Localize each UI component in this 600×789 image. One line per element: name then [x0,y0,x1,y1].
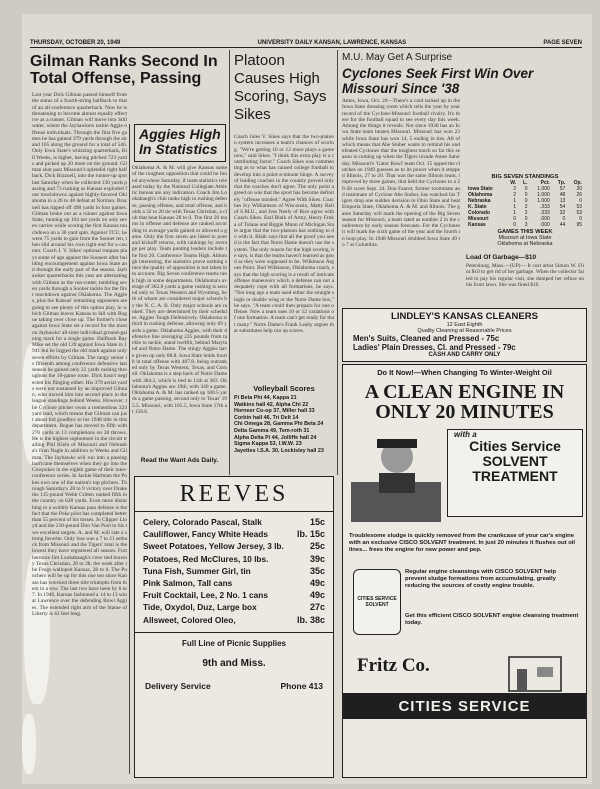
dealer-name: Fritz Co. [357,655,430,676]
reeves-item-price: 27c [309,602,325,613]
reeves-item-name: Tuna Fish, Summer Girl, tin [143,565,251,576]
standings-row [466,222,584,228]
reeves-item-price: 49c [309,578,325,589]
standings-cell: 53 [576,204,582,210]
mechanic-illustration [349,427,449,527]
solvent-can [353,569,401,635]
games-title: GAMES THIS WEEK [497,229,553,235]
standings-cell: .333 [540,210,550,216]
mu-sidehead: M.U. May Get A Surprise [342,52,453,63]
badge-with: with a [454,430,477,439]
cities-banner-text: CITIES SERVICE [398,697,531,715]
volleyball-result: Sigma Kappa 53, I.W.W. 23 [234,441,302,448]
reeves-item-price: 49c [309,590,325,601]
game-item: Missouri at Iowa State [498,235,552,241]
reeves-ad [134,476,334,778]
lindleys-name: LINDLEY'S KANSAS CLEANERS [391,311,538,322]
reeves-item-name: Tide, Oxydol, Duz, Large box [143,602,257,613]
reeves-item [143,614,325,626]
mechanic-cap [377,439,417,448]
standings-cell: 1.000 [537,192,550,198]
volleyball-result: Horneer Co-op 37, Miller hall 33 [234,408,315,415]
standings-column-header: Tp. [557,180,566,186]
standings-cell: 2 [524,204,528,210]
volleyball-result: Alpha Delta Pi 44, Jolliffe hall 24 [234,434,317,441]
cities-service-ad [342,364,587,778]
reeves-delivery: Delivery Service [145,680,211,691]
reeves-item [143,540,325,552]
reeves-picnic-line: Full Line of Picnic Supplies [135,632,333,648]
standings-cell: 2 [513,192,517,198]
gilman-headline: Gilman Ranks Second In Total Offense, Passing [30,53,218,87]
standings-cell: 0 [513,222,517,228]
standings-cell: .000 [540,216,550,222]
reeves-item-price: 39c [309,553,325,564]
volleyball-result: Corbin hall 46, Tri Delt 14 [234,414,299,421]
games-list [466,235,584,247]
aggies-article-body: Oklahoma A. & M. will give Kansas some of the roughest opposition that could be found anywhere Saturday, if team statistics released today by the National Collegiate Athletic bureau are any indication. Coach Jim Lookabaugh's club ranks high in rushing defense, passing offense, and total offense, and holds a 32 to 20 tie with Texas Christian, a club that beat Kansas 28 to 0. The first 20 teams in offense and defense are ranked according to average yards gained or allowed a game. Only the first seven are listed in punt and kickoff returns, with rankings by average per play. Team punting leaders include the first 20. Conference Teams High. Although interesting, the statistics prove nothing since the quality of opposition is not taken into account. Big Seven conference teams rank high in some departments. Oklahoma's average of 362.8 yards a game rushing is second only to Texas Western and Wyoming, both of whom are considered major schools by the N. C. A. B. Only major schools are ranked. They are determined by their schedules. Aggies Tough Defensively. Oklahoma is third in rushing defense, allowing only 69 yards a game. Oklahoma Aggies, with their defensive line averaging 225 pounds from tackle to tackle, stand twelfth, behind Maryland and Notre Dame. The stingy Aggies have given up only 88.8. Iowa State holds fourth in total offense with 407.8, being outranked only by Texas Western, Texas, and Cornell. Oklahoma is a step back of Notre Dame with 384.2, which is tied in 11th at 383. Oklahoma's Aggies are 19th, with 340 a game. Oklahoma A. & M. has ranked up 180.5 yards a game passing, second only to Texas' 195.5. Missouri, with 165.5, Iowa State 17th at 158.6. [132,165,227,415]
garbage-headline: Load Of Garbage—$10 [466,254,537,261]
reeves-item [143,528,325,540]
reeves-item [143,577,325,589]
lindleys-cash-note: CASH AND CARRY ONLY [428,352,501,358]
standings-table [466,180,584,228]
standings-cell: 0 [579,216,582,222]
standings-cell: 26 [576,192,582,198]
lindleys-tagline: Quality Cleaning at Reasonable Prices [417,328,512,334]
reeves-name: REEVES [135,481,333,512]
standings-column-header: Pct. [540,180,550,186]
standings-cell: 1.000 [537,186,550,192]
standings-column-header: Op. [573,180,582,186]
reeves-footer [135,669,333,691]
standings-cell: 53 [576,210,582,216]
reeves-item-price: lb. 38c [296,614,325,625]
standings-cell: 20 [576,186,582,192]
standings-cell: K. State [468,204,487,210]
standings-cell: .000 [540,222,550,228]
running-head-date: THURSDAY, OCTOBER 20, 1949 [30,40,121,46]
standings-cell: 1 [513,198,517,204]
standings-cell: 32 [559,210,566,216]
column-rule [337,50,338,475]
garbage-article-body: Petersburg, Mass.—(UP)— It cost artist Simon W. Flint $10 to get rid of her garbage. When the collector failed to pay his regular visit, she dumped her refuse on his front lawn. She was fined $10. [466,263,584,288]
standings-cell: 1 [513,204,517,210]
standings-cell: Nebraska [468,198,491,204]
reeves-item-price: 15c [309,517,325,527]
cyclones-article-body: Ames, Iowa, Oct. 20—There's a card tacked up in the Iowa State dressing room which tells the year by year record of the Cyclone-Missouri football rivalry. It's there for the football squad to see every day this week. Among the things it reveals: Not since 1938 has an Iowa State team beaten Missouri. Missouri has won 23 while Iowa State has won 14, 5 ending in ties. All of which means that Abe Stuber wants to remind his undefeated Cyclones that the toughest touch so far this season is coming up when the Tigers invade Ames Saturday. Missouri's 'Gator Bowl' team Oct. 15 upped the clutches on 1949 guesses as to its power when it stopped Illinois, 27 to 20. That was the same Illinois team, improved by three games, that held the Cyclones to a 20-20 score Sept. 24. Don Faurot, former roommate and teammate of Cyclone Abe Stuber, has watched his Tigers drop one sudden decision to Ohio State and beat Emporia State, Oklahoma A. & M. and Illinois. The game Saturday will mark the opening of the Big Seven season for Missouri, a team rated as number 2 in the conference by early season forecasts. For the Cyclones it will mark the sixth game of the year and the fourth in loop play. In 1948 Missouri drubbed Iowa State 49 to 7 at Columbia. [342,98,460,248]
aggies-headline-box [134,124,226,162]
reeves-item [143,516,325,528]
reeves-price-list [135,512,333,626]
big-seven-title: BIG SEVEN STANDINGS [491,174,559,180]
want-ads-note: Read the Want Ads Daily. [140,457,219,464]
cities-kicker: Do It Now!—When Changing To Winter-Weight Oil [377,368,552,377]
reeves-item-price: lb. 15c [296,529,325,540]
game-item: Oklahoma at Nebraska [497,241,553,247]
standings-cell: 95 [576,222,582,228]
standings-cell: 54 [559,204,566,210]
volleyball-result: Chi Omega 28, Gamma Phi Beta 24 [234,421,324,428]
standings-cell: Colorado [468,210,490,216]
reeves-item-price: 25c [309,541,325,552]
running-head [30,34,582,48]
reeves-item [143,565,325,577]
lindleys-address: 12 East Eighth [446,322,483,328]
reeves-item-name: Pink Salmon, Tall cans [143,578,233,589]
newspaper-page [22,14,592,784]
cities-para-2: Regular engine cleansings with CISCO SOLVENT help prevent sludge formations from accumulating, greatly reducing the sources of costly engine trouble. [405,569,557,589]
station-window [537,667,553,677]
standings-cell: 13 [559,198,566,204]
standings-cell: Oklahoma [468,192,493,198]
column-rule [229,50,230,475]
standings-cell: 0 [579,198,582,204]
reeves-item-name: Sweet Potatoes, Yellow Jersey, 3 lb. [143,541,284,552]
lindleys-suits-price: Men's Suits, Cleaned and Pressed - 75c [353,334,500,343]
lindleys-ad [342,308,587,362]
cities-para-3: Get this efficient CISCO SOLVENT engine cleansing treatment today. [405,613,579,626]
standings-cell: 1.000 [537,198,550,204]
platoon-article-body: Coach Jules V. Sikes says that the two-platoon system increases a team's chances of scoring. "We're getting 10 or 12 more plays a game now," said Sikes. "I think this extra play is a contributing factor." Coach Sikes was commenting as to what has caused college football to develop into a point-a-minute binge. A survey of leading coaches in the country proved only that the coaches don't agree. The only point agreed on was that the sport has become definitely "offense minded." Agree With Sikes. Coaches Ivy Williamson of Wisconsin, Matty Bell of S.M.U., and Jess Neely of Rice agree with Coach Sikes. Earl Blaik of Army, Henry Frnka of Tulane and Biggie Munn of Michigan State argue that the two-platoon has nothing to do with it. Blaik says that all the proof you need is the fact that Notre Dame doesn't use the system. The only reason for the high scoring, he says, is that the teams haven't learned as good as they were supposed to be. Wilkinson Argues Point. Bud Wilkinson, Oklahoma coach, says that the high scoring is a result of intricate offense maneuvers which a defense can not adequately cope with all formations, he says. "Not long ago a team used either the straight single or double wing or the Notre Dame box," he says. "A team could then prepare for one offense. Now a team uses 10 or 12 variations of one formation. A team can't get ready for that many." Notre Dame's Frank Leahy argues that substitutes help run up scores. [234,134,334,334]
reeves-item [143,601,325,613]
standings-cell: 3 [524,222,528,228]
reeves-address: 9th and Miss. [202,657,266,669]
volleyball-results [234,395,334,454]
standings-cell: 0 [524,192,528,198]
reeves-item-price: 35c [309,565,325,576]
standings-cell: 44 [559,222,566,228]
cities-headline: A CLEAN ENGINE IN ONLY 20 MINUTES [364,380,565,423]
reeves-item-name: Celery, Colorado Pascal, Stalk [143,517,262,527]
volleyball-result: Watkins hall 42, Alpha Chi 22 [234,401,309,408]
reeves-item-name: Cauliflower, Fancy White Heads [143,529,268,540]
lindleys-dresses-price: Ladies' Plain Dresses, Cl. and Pressed - 79c [353,343,516,352]
cities-para-1: Troublesome sludge is quickly removed from the crankcase of your car's engine with an exclusive CISCO SOLVENT treatment. In just 20 minutes it flushes out oil lines... frees the engine for new power and pep. [349,533,576,553]
volleyball-result: Jayettes I.S.A. 30, Lockisley hall 23 [234,447,324,454]
cyclones-headline: Cyclones Seek First Win Over Missouri Since '38 [342,66,534,96]
can-label: CITIES SERVICE SOLVENT [357,596,397,608]
reeves-item-name: Fruit Cocktail, Lee, 2 No. 1 cans [143,590,268,601]
standings-cell: 2 [524,210,528,216]
standings-cell: .333 [540,204,550,210]
gilman-article-body: Last year Dick Gilman passed himself from the status of a fourth-string halfback to that of an all-conference quarterback. Now he is threatening to become almost equally effective as a runner. Gilman will move into Stillwater, where the Jayhawkers tackle Aggie offense individuals. Through the first five games he has gained 379 yards through the air and 165 along the ground for a total of 546. Only Iowa State's whizzing quarterback, Bill Weeks, is higher, having pitched 723 yards and picked up 20 more on the ground. Gilman shot past Missouri's splendid right halfback, Dick Braznell, into the runner-up spot last Saturday when he collected 130 yards passing and 73 rushing as Kansas exploded four touchdowns against highly-favored Oklahoma in a 26 to 48 defeat at Norman. Braznell has ripped off 498 yards in four games. Gilman broke out as a runner against Iowa State, running up 104 net yards on only seven carries while scoring the first Kansas touchdown on a 36 yard spin. Against TCU, he went 75 yards to gain from the Sooner ten, then slid around his own right end for a counter. Coach J. V. Sikes' optional runpass plays some of age against the Sooners after building encouragement against Iowa State and through the early part of the season. Jayhawker quarterbacks this year are alternating with Gilman as the run-cutter, tumbling seven yards through a Sooner tackle for the first touchdown against Oklahoma. The Aggies, plus the Kansas' remaining opponents are going to see plenty of this option play, in which Gilman leaves Kansas to fall with Bogue taking over close up. The former's close against Iowa State set a record for the most on Jayhawks' all-time individual ground-gaining mark for a single game. Halfback Ray Mike set the old 139 against Iowa State in 1941 but he logged the old mark against only seven efforts by Gilman. The rangy senior is fifteenth among conference defensive last season he gained only 22 yards rushing throughout the 10-game route. Dick hasn't neglected his flinging either. His 379 aerial yards were not sustained by an improved Gilman, who moved him into second place in the league standings behind Weeks. However, the Cyclone pitcher owns a tremendous 324 yard lead, which means that Gilman can just about bid goodbye to his 1948 title in this department. Bogue has moved to fifth with 270 yards in 13 completions on 38 throws. He is the highest sophomore in the circuit trailing Phil Klein of Missouri and Nebraska's Fran Nagle in addition to Weeks and Gilman. The Jayhawks will run into a passing hurricane themselves when they go into the Cowpokes in the eighth game of their inter-conference series. In Jackie Hartman the Pokes own one of the nation's top pitchers. Through Saturday's 28 to 9 victory over Drake the 115-pound Webb Critten ranked fifth in the country on 628 yards. Even more disturbing to a wobbly Kansas pass defense is the fact that the Poke pilot has completed better than 55 percent of his tosses. Jo Clipper Lloyd and the 210-pound Don Van Pool to his two excellent targets. A. and M. will rate a strong favorite. Only loss was a 7 to 21 setback from Missouri and the Tigers' total is the lowest they have registered all season. Furthermore Jim Lookabaugh's crew tied brawny Texas Christian, 28 to 28, the week after the Frogs walloped Kansas, 28 to 0. The Punchers will be up for this one too since Kansas has wrecked three title triumphs from them in a row. The last two have been by 6 to 7. In 1946, Kansas fashioned a 14 to 13 win at Lawrence over the defending Bowl Aggies. The extended right arm of the Statue of Liberty is 42 feet long. [32,92,127,617]
standings-cell: Missouri [468,216,489,222]
standings-cell: 48 [559,192,566,198]
cities-banner [343,693,586,719]
badge-treatment: Cities Service SOLVENT TREATMENT [469,438,561,484]
column-rule [129,124,130,774]
mechanic-body [379,473,415,493]
volleyball-result: Delta Gamma 49, Tem-roth 31 [234,427,310,434]
standings-cell: 0 [513,216,517,222]
station-building [509,657,561,691]
reeves-phone: Phone 413 [280,680,323,691]
solvent-badge [447,429,583,517]
running-head-page: PAGE SEVEN [543,40,582,46]
running-head-paper: UNIVERSITY DAILY KANSAN, LAWRENCE, KANSAS [257,40,407,46]
station-door [517,669,527,691]
standings-cell: 1 [513,210,517,216]
standings-cell: 57 [559,186,566,192]
standings-cell: 2 [513,186,517,192]
standings-cell: Kansas [468,222,486,228]
platoon-headline: Platoon Causes High Scoring, Says Sikes [234,52,327,123]
standings-cell: Iowa State [468,186,493,192]
volleyball-result: Pi Beta Phi 44, Kappa 21 [234,395,297,401]
standings-column-header: W. [510,180,517,186]
big-seven-standings [466,174,584,247]
standings-cell: 0 [524,216,528,222]
aggies-headline: Aggies High In Statistics [139,126,221,157]
reeves-item-name: Potatoes, Red McClures, 10 lbs. [143,553,269,564]
reeves-item [143,553,325,565]
standings-column-header: L. [523,180,528,186]
station-illustration [503,649,567,693]
standings-cell: 0 [524,198,528,204]
reeves-item-name: Allsweet, Colored Oleo, [143,614,236,625]
standings-cell: 0 [524,186,528,192]
volleyball-title: Volleyball Scores [253,384,315,393]
standings-cell: 0 [562,216,566,222]
reeves-item [143,589,325,601]
